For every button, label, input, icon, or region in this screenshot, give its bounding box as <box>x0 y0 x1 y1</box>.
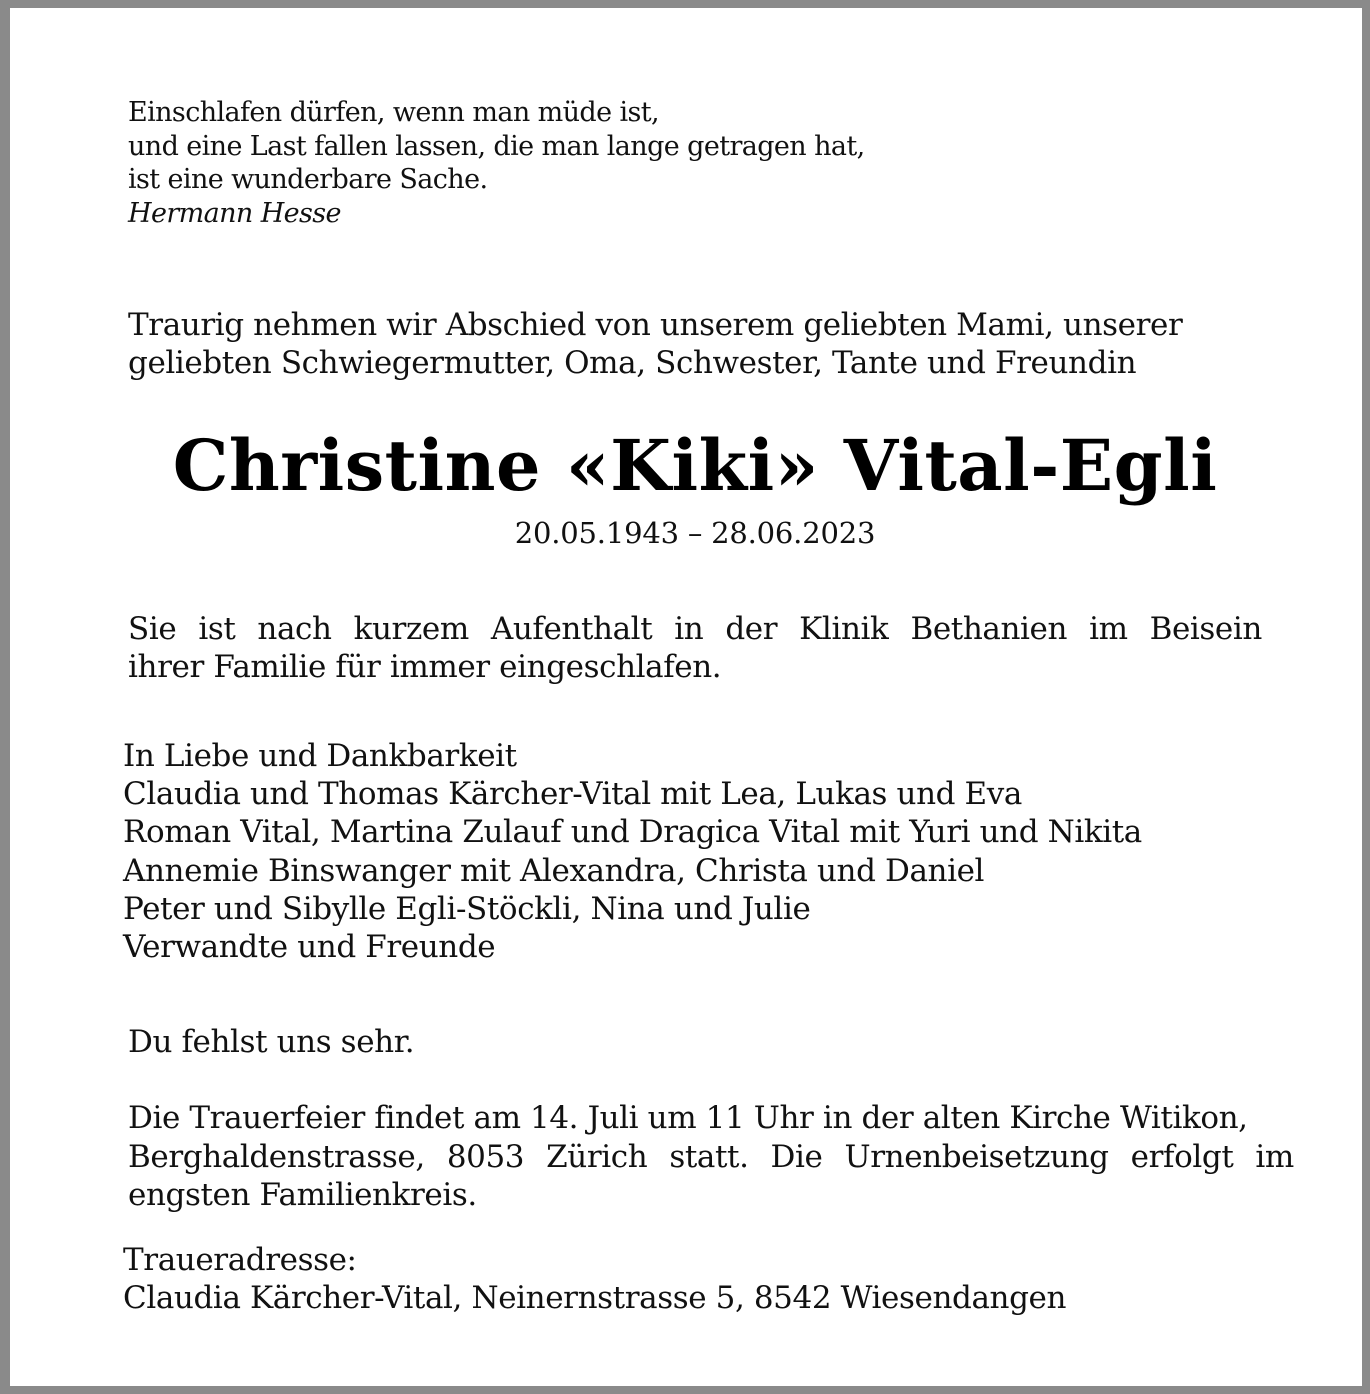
family-line: Verwandte und Freunde <box>123 929 496 966</box>
address-value: Claudia Kärcher-Vital, Neinernstrasse 5, 8542 Wiesendangen <box>123 1279 1067 1316</box>
funeral-service-info <box>128 1099 1294 1215</box>
word: im <box>1089 611 1128 647</box>
word: Zürich <box>546 1138 648 1175</box>
word: erfolgt <box>1130 1138 1234 1175</box>
word: kurzem <box>353 611 469 647</box>
intro-line: Traurig nehmen wir Abschied von unserem geliebten Mami, unserer <box>128 307 1183 343</box>
miss-you-text: Du fehlst uns sehr. <box>128 1024 415 1060</box>
intro-line: geliebten Schwiegermutter, Oma, Schwester, Tante und Freundin <box>128 345 1137 381</box>
passing-line: ihrer Familie für immer eingeschlafen. <box>128 649 722 685</box>
word: statt. <box>669 1138 749 1175</box>
word: im <box>1255 1138 1294 1175</box>
word: Aufenthalt <box>490 611 653 647</box>
word: 8053 <box>446 1138 525 1175</box>
address-label: Traueradresse: <box>123 1242 357 1278</box>
word: der <box>725 611 778 647</box>
farewell-intro <box>128 306 1262 382</box>
family-line: Peter und Sibylle Egli-Stöckli, Nina und Julie <box>123 890 811 927</box>
word: Bethanien <box>910 611 1068 647</box>
family-line: Annemie Binswanger mit Alexandra, Christa und Daniel <box>123 852 985 889</box>
word: nach <box>257 611 332 647</box>
service-line: Die Trauerfeier findet am 14. Juli um 11 Uhr in der alten Kirche Witikon, <box>128 1100 1248 1136</box>
service-line-justified <box>128 1138 1294 1177</box>
poem-line: ist eine wunderbare Sache. <box>128 164 488 195</box>
poem-author: Hermann Hesse <box>128 197 341 229</box>
word: Die <box>770 1138 823 1175</box>
life-dates: 20.05.1943 – 28.06.2023 <box>514 516 876 550</box>
family-line: Claudia und Thomas Kärcher-Vital mit Lea, Lukas und Eva <box>123 776 1022 813</box>
word: Berghaldenstrasse, <box>128 1138 425 1175</box>
word: ist <box>198 611 236 647</box>
passing-line-justified <box>128 610 1262 648</box>
poem-line: Einschlafen dürfen, wenn man müde ist, <box>128 97 659 128</box>
poem-quote <box>128 96 865 230</box>
family-line: In Liebe und Dankbarkeit <box>123 738 517 774</box>
mourning-address <box>123 1242 1066 1317</box>
word: Urnenbeisetzung <box>844 1138 1109 1175</box>
service-line: engsten Familienkreis. <box>128 1177 477 1213</box>
poem-line: und eine Last fallen lassen, die man lange getragen hat, <box>128 130 865 162</box>
word: Beisein <box>1149 611 1262 647</box>
word: Sie <box>128 611 177 647</box>
word: Klinik <box>799 611 889 647</box>
passing-statement <box>128 610 1262 686</box>
deceased-name: Christine «Kiki» Vital-Egli <box>172 424 1218 507</box>
family-list <box>123 737 1142 966</box>
word: in <box>674 611 704 647</box>
family-line: Roman Vital, Martina Zulauf und Dragica Vital mit Yuri und Nikita <box>123 814 1142 851</box>
